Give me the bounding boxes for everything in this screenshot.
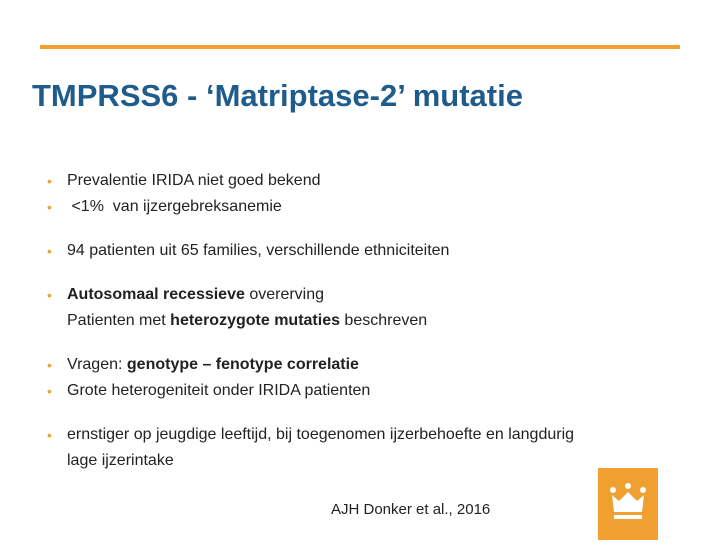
- citation: [331, 501, 490, 518]
- bullet-icon: •: [47, 383, 52, 399]
- emphasis-text: Autosomaal recessieve: [67, 286, 245, 303]
- list-item-text: Prevalentie IRIDA niet goed bekend: [67, 172, 321, 189]
- list-item-text: 94 patienten uit 65 families, verschillende ethniciteiten: [67, 242, 450, 259]
- list-item-text: ernstiger op jeugdige leeftijd, bij toegenomen ijzerbehoefte en langdurig: [67, 426, 575, 443]
- bullet-group-prevalence: [47, 168, 687, 220]
- list-item: [47, 352, 687, 378]
- list-item: [47, 422, 687, 448]
- logo-badge: [598, 468, 658, 540]
- citation-year: , 2016: [448, 501, 491, 518]
- slide-title: TMPRSS6 - ‘Matriptase-2’ mutatie: [32, 78, 523, 113]
- list-item-text: overerving: [244, 286, 325, 303]
- list-item: [47, 168, 687, 194]
- emphasis-text: genotype – fenotype correlatie: [126, 356, 359, 373]
- crown-icon: [598, 468, 658, 540]
- list-item-text: lage ijzerintake: [67, 452, 174, 469]
- list-item-text: Grote heterogeniteit onder IRIDA patienten: [67, 382, 371, 399]
- list-item-text: Vragen:: [67, 356, 127, 373]
- list-item-continuation: [47, 448, 687, 474]
- list-item: [47, 282, 687, 308]
- citation-authors: AJH Donker et al.: [331, 501, 449, 518]
- bullet-icon: •: [47, 173, 52, 189]
- bullet-group-inheritance: [47, 282, 687, 334]
- list-item-text: Patienten met: [67, 312, 171, 329]
- list-item: [47, 378, 687, 404]
- list-item-text: <1% van ijzergebreksanemie: [67, 198, 282, 215]
- bullet-group-patients: [47, 238, 687, 264]
- list-item: [47, 194, 687, 220]
- bullet-icon: •: [47, 427, 52, 443]
- list-item: [47, 238, 687, 264]
- bullet-icon: •: [47, 287, 52, 303]
- emphasis-text: heterozygote mutaties: [170, 312, 340, 329]
- bullet-icon: •: [47, 199, 52, 215]
- bullet-icon: •: [47, 243, 52, 259]
- bullet-group-severity: [47, 422, 687, 474]
- bullet-group-questions: [47, 352, 687, 404]
- bullet-icon: •: [47, 357, 52, 373]
- list-item-text: beschreven: [339, 312, 428, 329]
- top-divider: [40, 45, 680, 49]
- list-item-continuation: [47, 308, 687, 334]
- bullet-list: [47, 168, 687, 492]
